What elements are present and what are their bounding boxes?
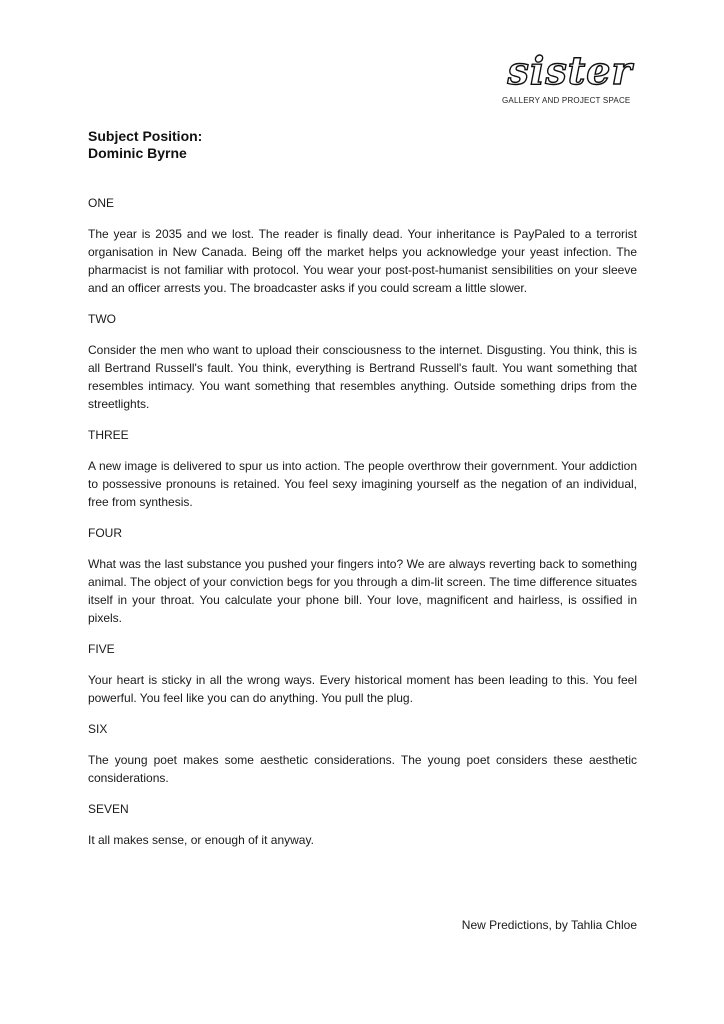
section-paragraph: It all makes sense, or enough of it anyway.: [88, 833, 314, 847]
section-paragraph: Consider the men who want to upload their consciousness to the internet. Disgusting. You think, this is all Bertrand Russell's fault. You think, everything is Bertrand Russell's fault. You want something that resembles intimacy. You want something that resembles anything. Outside something drips from the streetlights.: [88, 343, 637, 411]
section-paragraph: A new image is delivered to spur us into action. The people overthrow their government. Your addiction to possessive pronouns is retained. You feel sexy imagining yourself as the negation of an individual, free from synthesis.: [88, 459, 637, 509]
section-heading: ONE: [88, 196, 115, 210]
section-heading: FOUR: [88, 526, 122, 540]
title-line-1: Subject Position:: [88, 128, 203, 144]
section-paragraph: The year is 2035 and we lost. The reader is finally dead. Your inheritance is PayPaled to a terrorist organisation in New Canada. Being off the market helps you acknowledge your yeast infection. The pharmacist is not familiar with protocol. You wear your post-post-humanist sensibilities on your sleeve and an officer arrests you. The broadcaster asks if you could scream a little slower.: [88, 227, 637, 295]
footer-credit: New Predictions, by Tahlia Chloe: [461, 918, 637, 932]
section-paragraph: The young poet makes some aesthetic considerations. The young poet considers these aesthetic considerations.: [88, 753, 637, 785]
svg-text:sister: sister: [507, 48, 633, 93]
gallery-logo: [500, 48, 640, 110]
title-line-2: Dominic Byrne: [88, 145, 187, 161]
section-paragraph: Your heart is sticky in all the wrong ways. Every historical moment has been leading to this. You feel powerful. You feel like you can do anything. You pull the plug.: [88, 673, 637, 705]
sister-logo-wordmark: [500, 48, 640, 94]
section-heading: SIX: [88, 722, 108, 736]
section-paragraph: What was the last substance you pushed your fingers into? We are always reverting back to something animal. The object of your conviction begs for you through a dim-lit screen. The time difference situates itself in your throat. You calculate your phone bill. Your love, magnificent and hairless, is ossified in pixels.: [88, 557, 637, 625]
section-heading: THREE: [88, 428, 129, 442]
page-title: [88, 128, 488, 162]
section-heading: TWO: [88, 312, 116, 326]
section-heading: SEVEN: [88, 802, 129, 816]
poem-body: [88, 194, 637, 862]
logo-subtitle: GALLERY AND PROJECT SPACE: [502, 96, 631, 105]
section-heading: FIVE: [88, 642, 115, 656]
